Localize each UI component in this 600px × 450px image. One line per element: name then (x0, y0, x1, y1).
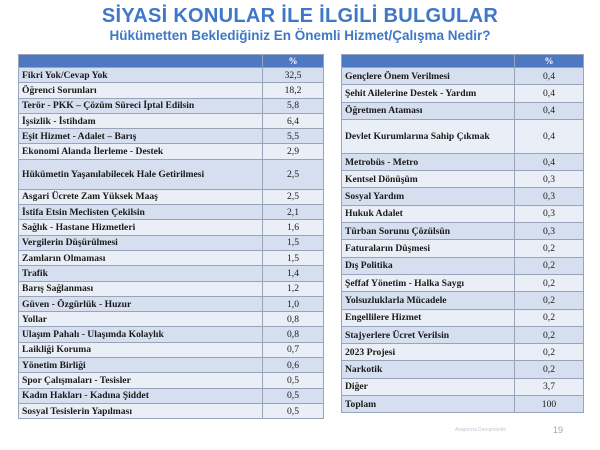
row-percent: 0,2 (515, 326, 584, 343)
row-percent: 0,6 (263, 358, 324, 373)
row-label: 2023 Projesi (342, 344, 515, 361)
table-row (19, 250, 324, 265)
table-row (19, 113, 324, 128)
row-percent: 5,8 (263, 98, 324, 113)
header (0, 4, 600, 44)
table-row (19, 342, 324, 357)
row-percent: 0,5 (263, 388, 324, 403)
table-row (19, 388, 324, 403)
table-header-row (342, 55, 584, 68)
table-row (342, 378, 584, 395)
slide-subtitle: Hükümetten Beklediğiniz En Önemli Hizmet/Çalışma Nedir? (109, 28, 491, 43)
percent-column-header: % (515, 55, 584, 68)
row-label: Diğer (342, 378, 515, 395)
row-percent: 100 (515, 396, 584, 413)
row-percent: 3,7 (515, 378, 584, 395)
row-label: Öğrenci Sorunları (19, 83, 263, 98)
row-label: Kentsel Dönüşüm (342, 171, 515, 188)
row-label: Zamların Olmaması (19, 250, 263, 265)
table-row (342, 257, 584, 274)
row-label: Stajyerlere Ücret Verilsin (342, 326, 515, 343)
row-percent: 0,4 (515, 68, 584, 85)
table-row (342, 119, 584, 153)
table-row (19, 205, 324, 220)
table-row (19, 129, 324, 144)
left-results-table (18, 54, 324, 419)
row-percent: 0,2 (515, 361, 584, 378)
row-percent: 0,2 (515, 344, 584, 361)
row-label: Narkotik (342, 361, 515, 378)
row-label: Şehit Ailelerine Destek - Yardım (342, 85, 515, 102)
table-row (342, 171, 584, 188)
table-row (342, 85, 584, 102)
row-label: Terör - PKK – Çözüm Süreci İptal Edilsin (19, 98, 263, 113)
table-row (19, 189, 324, 204)
row-percent: 2,5 (263, 159, 324, 189)
row-label: Ekonomi Alanda İlerleme - Destek (19, 144, 263, 159)
table-row (19, 220, 324, 235)
row-label: Fikri Yok/Cevap Yok (19, 68, 263, 83)
row-percent: 18,2 (263, 83, 324, 98)
table-row (19, 312, 324, 327)
row-label: Spor Çalışmaları - Tesisler (19, 373, 263, 388)
table-row (342, 102, 584, 119)
table-row (342, 205, 584, 222)
row-label: Eşit Hizmet - Adalet – Barış (19, 129, 263, 144)
row-label: Barış Sağlanması (19, 281, 263, 296)
row-percent: 1,6 (263, 220, 324, 235)
table-row (19, 373, 324, 388)
row-percent: 0,3 (515, 171, 584, 188)
row-label: İstifa Etsin Meclisten Çekilsin (19, 205, 263, 220)
row-label: Laikliği Koruma (19, 342, 263, 357)
row-percent: 5,5 (263, 129, 324, 144)
table-header-row (19, 55, 324, 68)
table-row (342, 309, 584, 326)
row-percent: 1,2 (263, 281, 324, 296)
row-percent: 0,4 (515, 119, 584, 153)
row-label: Dış Politika (342, 257, 515, 274)
row-percent: 0,7 (263, 342, 324, 357)
row-label: Engellilere Hizmet (342, 309, 515, 326)
table-row (19, 68, 324, 83)
row-label: Metrobüs - Metro (342, 153, 515, 170)
table-row (342, 292, 584, 309)
row-label: Yönetim Birliği (19, 358, 263, 373)
row-label: Ulaşım Pahalı - Ulaşımda Kolaylık (19, 327, 263, 342)
table-row (19, 266, 324, 281)
table-row (19, 358, 324, 373)
row-label: Hükümetin Yaşanılabilecek Hale Getirilmesi (19, 159, 263, 189)
table-row (19, 159, 324, 189)
label-column-header (19, 55, 263, 68)
row-label: Gençlere Önem Verilmesi (342, 68, 515, 85)
table-row (342, 326, 584, 343)
row-percent: 32,5 (263, 68, 324, 83)
slide-title: SİYASİ KONULAR İLE İLGİLİ BULGULAR (101, 5, 499, 27)
row-percent: 0,8 (263, 312, 324, 327)
row-percent: 0,8 (263, 327, 324, 342)
row-label: Vergilerin Düşürülmesi (19, 235, 263, 250)
table-row (19, 83, 324, 98)
row-percent: 0,2 (515, 274, 584, 291)
row-percent: 0,5 (263, 403, 324, 418)
table-row (19, 235, 324, 250)
row-label: Yolsuzluklarla Mücadele (342, 292, 515, 309)
table-row (342, 153, 584, 170)
row-label: Asgari Ücrete Zam Yüksek Maaş (19, 189, 263, 204)
table-row (19, 403, 324, 418)
row-percent: 1,4 (263, 266, 324, 281)
row-percent: 1,5 (263, 235, 324, 250)
row-label: Trafik (19, 266, 263, 281)
row-percent: 0,5 (263, 373, 324, 388)
row-percent: 0,4 (515, 85, 584, 102)
row-label: Türban Sorunu Çözülsün (342, 223, 515, 240)
footer-mark: Araştırma Danışmanlık (455, 427, 506, 433)
row-percent: 0,2 (515, 240, 584, 257)
table-row (342, 396, 584, 413)
row-label: Öğretmen Ataması (342, 102, 515, 119)
row-percent: 0,2 (515, 309, 584, 326)
row-label: Hukuk Adalet (342, 205, 515, 222)
row-label: Sağlık - Hastane Hizmetleri (19, 220, 263, 235)
row-label: Sosyal Yardım (342, 188, 515, 205)
table-row (342, 361, 584, 378)
row-label: Güven - Özgürlük - Huzur (19, 296, 263, 311)
row-percent: 2,5 (263, 189, 324, 204)
row-percent: 1,5 (263, 250, 324, 265)
label-column-header (342, 55, 515, 68)
right-results-table (341, 54, 584, 413)
table-row (19, 98, 324, 113)
row-percent: 0,3 (515, 188, 584, 205)
row-percent: 1,0 (263, 296, 324, 311)
row-percent: 2,1 (263, 205, 324, 220)
percent-column-header: % (263, 55, 324, 68)
table-row (19, 296, 324, 311)
table-row (342, 344, 584, 361)
page-number: 19 (553, 425, 564, 435)
row-label: Kadın Hakları - Kadına Şiddet (19, 388, 263, 403)
table-row (19, 144, 324, 159)
row-percent: 0,3 (515, 205, 584, 222)
row-percent: 0,3 (515, 223, 584, 240)
table-row (342, 68, 584, 85)
row-percent: 0,4 (515, 102, 584, 119)
row-percent: 0,2 (515, 292, 584, 309)
table-row (342, 274, 584, 291)
row-label: Sosyal Tesislerin Yapılması (19, 403, 263, 418)
row-percent: 0,2 (515, 257, 584, 274)
row-label: İşsizlik - İstihdam (19, 113, 263, 128)
table-row (342, 188, 584, 205)
table-row (342, 240, 584, 257)
table-row (19, 281, 324, 296)
table-row (342, 223, 584, 240)
row-label: Toplam (342, 396, 515, 413)
row-percent: 6,4 (263, 113, 324, 128)
row-percent: 2,9 (263, 144, 324, 159)
row-label: Yollar (19, 312, 263, 327)
row-label: Devlet Kurumlarına Sahip Çıkmak (342, 119, 515, 153)
table-row (19, 327, 324, 342)
row-label: Şeffaf Yönetim - Halka Saygı (342, 274, 515, 291)
row-percent: 0,4 (515, 153, 584, 170)
row-label: Faturaların Düşmesi (342, 240, 515, 257)
